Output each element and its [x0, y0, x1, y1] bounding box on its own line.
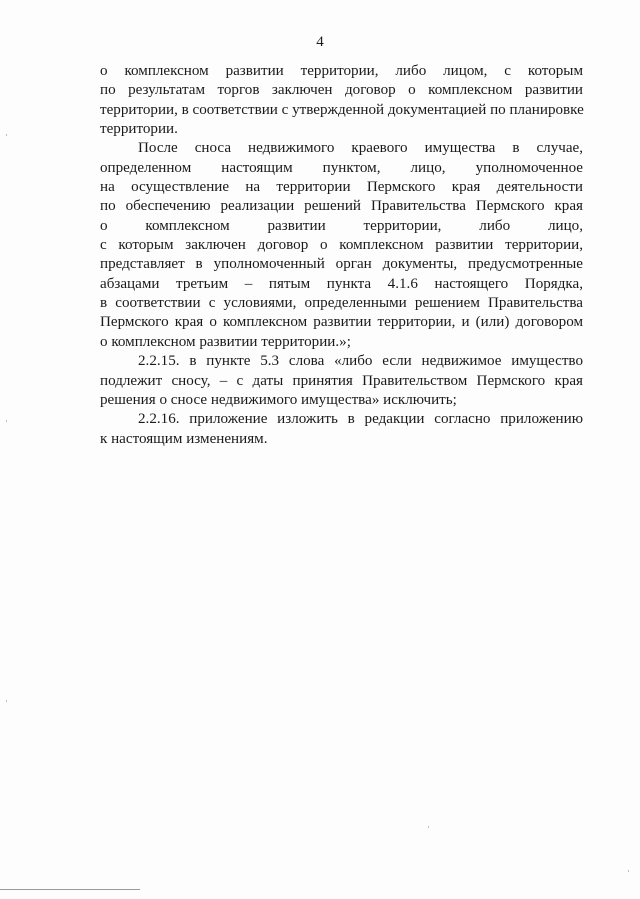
body-line: решения о сносе недвижимого имущества» исключить; — [100, 391, 457, 408]
scan-speck — [6, 134, 7, 136]
body-line: территории. — [100, 121, 178, 138]
scan-speck — [428, 826, 429, 828]
body-line: Пермского края о комплексном развитии территории, и (или) договором — [100, 314, 583, 331]
body-line: к настоящим изменениям. — [100, 430, 268, 447]
body-line: о комплексном развитии территории, либо лицо, — [100, 217, 583, 234]
body-line: 2.2.16. приложение изложить в редакции согласно приложению — [138, 411, 583, 428]
body-line: о комплексном развитии территории, либо лицом, с которым — [100, 63, 583, 79]
footer-rule — [0, 889, 140, 890]
body-line: представляет в уполномоченный орган документы, предусмотренные — [100, 256, 583, 273]
body-line: определенном настоящим пунктом, лицо, уполномоченное — [100, 159, 583, 176]
body-line: территории, в соответствии с утвержденной документацией по планировке — [100, 101, 584, 118]
body-line: на осуществление на территории Пермского края деятельности — [100, 179, 583, 196]
scan-speck — [6, 420, 7, 422]
body-line: подлежит сносу, – с даты принятия Правительством Пермского края — [100, 372, 583, 389]
body-line: 2.2.15. в пункте 5.3 слова «либо если недвижимое имущество — [138, 353, 583, 370]
body-line: в соответствии с условиями, определенными решением Правительства — [100, 295, 583, 312]
scan-speck — [628, 870, 629, 872]
body-line: о комплексном развитии территории.»; — [100, 333, 351, 350]
body-line: по результатам торгов заключен договор о комплексном развитии — [100, 82, 583, 99]
body-line: После сноса недвижимого краевого имущества в случае, — [138, 140, 583, 157]
body-line: абзацами третьим – пятым пункта 4.1.6 настоящего Порядка, — [100, 275, 583, 292]
scan-speck — [6, 700, 7, 702]
body-line: с которым заключен договор о комплексном развитии территории, — [100, 237, 583, 254]
body-line: по обеспечению реализации решений Правительства Пермского края — [100, 198, 583, 215]
page-number: 4 — [316, 34, 324, 50]
document-body — [100, 62, 583, 449]
